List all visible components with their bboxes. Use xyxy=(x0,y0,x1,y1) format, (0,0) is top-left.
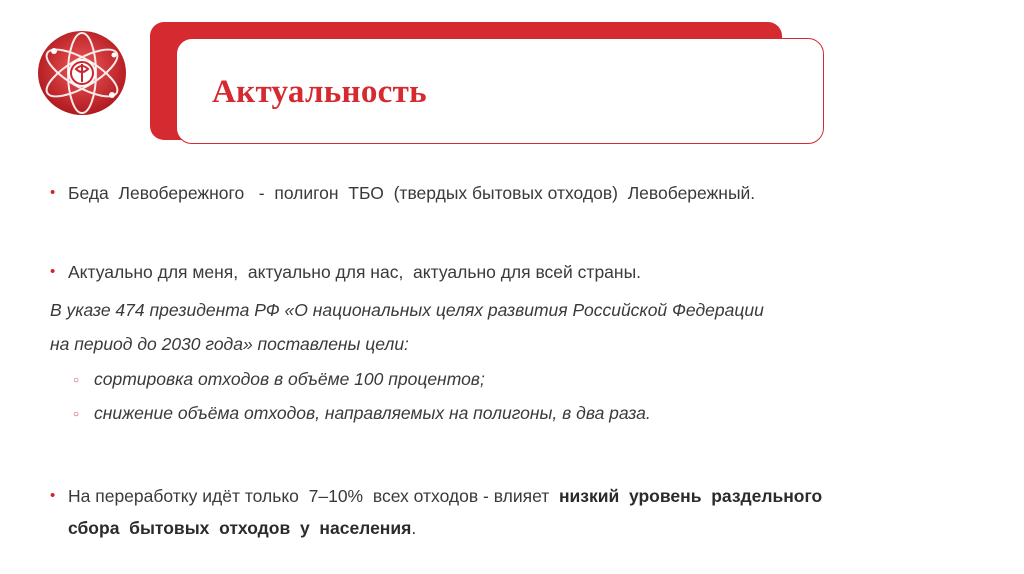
atom-emblem-icon xyxy=(34,27,130,119)
bullet-dot-icon: • xyxy=(50,263,56,280)
decree-line-2: на период до 2030 года» поставлены цели: xyxy=(50,334,409,354)
circle-bullet-icon: ○ xyxy=(73,409,80,420)
decree-line-1: В указе 474 президента РФ «О национальных целях развития Российской Федерации xyxy=(50,300,764,320)
bullet-dot-icon: • xyxy=(50,487,56,504)
bullet-2: Актуально для меня, актуально для нас, актуально для всей страны. xyxy=(68,262,642,282)
bullet-3-text: На переработку идёт только 7–10% всех отходов - влияет xyxy=(68,486,559,506)
circle-bullet-icon: ○ xyxy=(73,375,80,386)
bullet-3-line-2 xyxy=(68,516,416,540)
bullet-1: Беда Левобережного - полигон ТБО (твердых бытовых отходов) Левобережный. xyxy=(68,183,756,203)
slide-title: Актуальность xyxy=(212,74,427,110)
bullet-dot-icon: • xyxy=(50,184,56,201)
bullet-3-line-1 xyxy=(68,484,822,508)
bullet-3-period: . xyxy=(411,518,417,538)
bullet-3-emphasis: низкий уровень раздельного xyxy=(558,486,823,506)
goal-item-1: сортировка отходов в объёме 100 процентов; xyxy=(94,369,485,389)
goal-item-2: снижение объёма отходов, направляемых на полигоны, в два раза. xyxy=(94,403,651,423)
bullet-3-emphasis-cont: сбора бытовых отходов у населения xyxy=(68,518,412,538)
